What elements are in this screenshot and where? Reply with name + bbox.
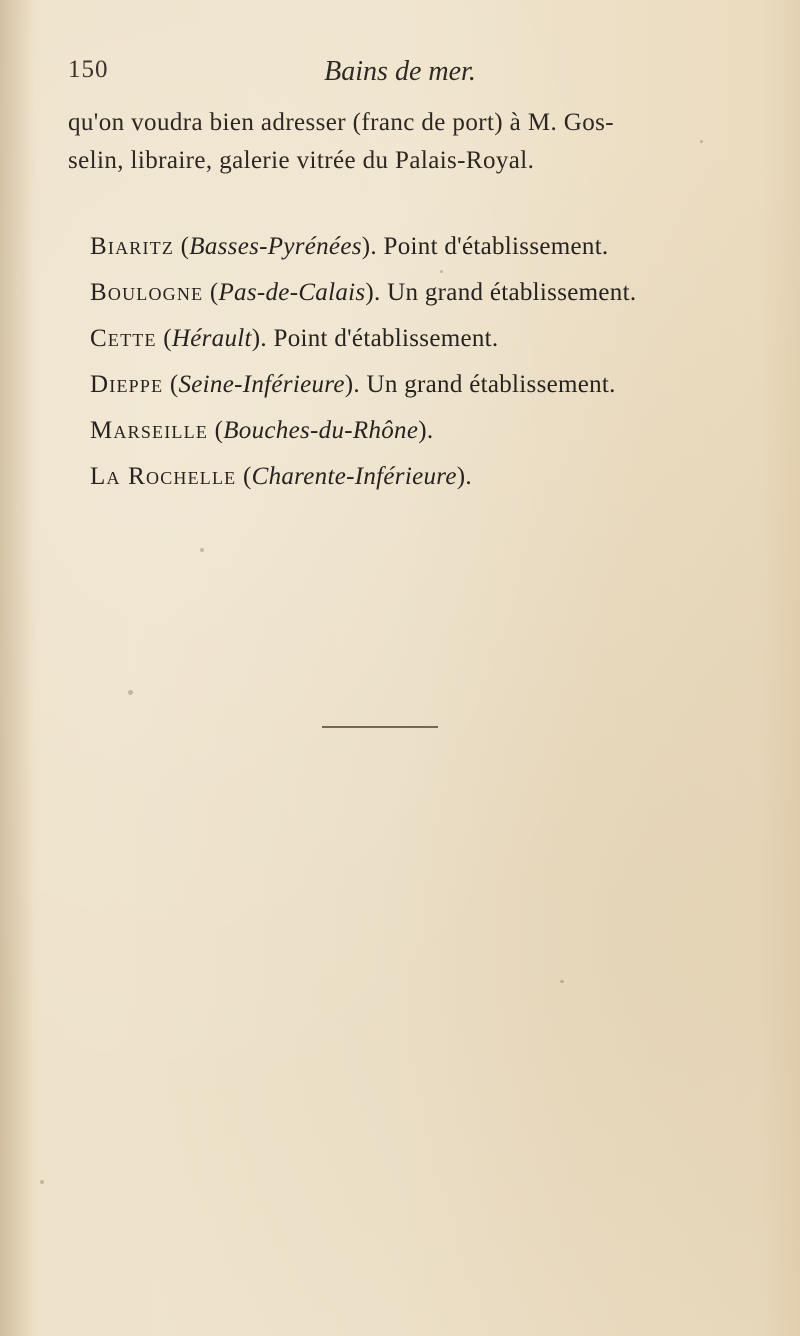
paragraph-line: qu'on voudra bien adresser (franc de port) à M. Gos- xyxy=(68,109,614,136)
place-name: Boulogne xyxy=(90,279,204,306)
open-paren: ( xyxy=(163,325,172,352)
list-item xyxy=(90,408,770,454)
paragraph-line: selin, libraire, galerie vitrée du Palais-Royal. xyxy=(68,147,535,174)
open-paren: ( xyxy=(214,417,224,444)
open-paren: ( xyxy=(180,233,190,260)
page-number: 150 xyxy=(68,56,109,83)
list-item xyxy=(90,224,770,270)
department-name: Basses-Pyrénées xyxy=(189,233,362,260)
close-paren: ). xyxy=(344,371,360,398)
entry-note: Un grand établissement. xyxy=(387,279,637,306)
open-paren: ( xyxy=(242,463,252,490)
list-item xyxy=(90,270,770,316)
entry-note: Un grand établissement. xyxy=(366,371,616,398)
close-paren: ). xyxy=(251,325,267,352)
open-paren: ( xyxy=(169,371,179,398)
close-paren: ). xyxy=(365,279,381,306)
close-paren: ). xyxy=(456,463,472,490)
place-name: Dieppe xyxy=(90,371,164,398)
continuation-paragraph xyxy=(68,104,748,180)
gutter-shadow xyxy=(0,0,34,1336)
list-item xyxy=(90,316,770,362)
department-name: Charente-Inférieure xyxy=(251,463,457,490)
place-name: Biaritz xyxy=(90,233,175,260)
close-paren: ). xyxy=(361,233,377,260)
department-name: Seine-Inférieure xyxy=(178,371,345,398)
running-title: Bains de mer. xyxy=(324,56,476,87)
close-paren: ). xyxy=(418,417,434,444)
paper-speck xyxy=(128,690,133,695)
list-item xyxy=(90,362,770,408)
open-paren: ( xyxy=(209,279,219,306)
entry-note: Point d'établissement. xyxy=(273,325,499,352)
place-name: La Rochelle xyxy=(90,463,237,490)
paper-speck xyxy=(560,980,564,983)
list-item xyxy=(90,454,770,500)
entry-note: Point d'établissement. xyxy=(383,233,609,260)
paper-speck xyxy=(40,1180,44,1184)
seaside-resort-list xyxy=(90,224,770,500)
department-name: Hérault xyxy=(171,325,252,352)
place-name: Cette xyxy=(90,325,157,352)
page-header xyxy=(0,56,800,90)
place-name: Marseille xyxy=(90,417,209,444)
paper-speck xyxy=(200,548,204,552)
section-divider xyxy=(322,726,438,728)
department-name: Pas-de-Calais xyxy=(218,279,366,306)
department-name: Bouches-du-Rhône xyxy=(223,417,419,444)
